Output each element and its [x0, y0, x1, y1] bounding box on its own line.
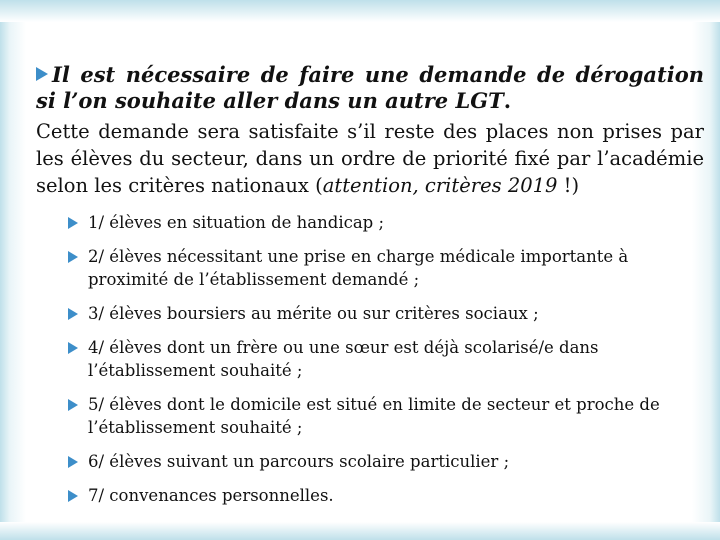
heading-text: Il est nécessaire de faire une demande de dérogation si l’on souhaite aller dans un autre LGT	[36, 62, 704, 113]
arrow-bullet-icon	[36, 67, 48, 81]
criteria-text: 7/ convenances personnelles.	[88, 486, 334, 505]
criteria-item	[36, 245, 704, 291]
arrow-bullet-icon	[68, 342, 78, 354]
heading-period: .	[503, 88, 512, 113]
paragraph-text: Cette demande sera satisfaite s’il reste des places non prises par les élèves du secteur, dans un ordre de priorité fixé par l’académie selon les critères nationaux (	[36, 120, 704, 197]
criteria-item	[36, 450, 704, 473]
criteria-text: 2/ élèves nécessitant une prise en charge médicale importante à proximité de l’établissement demandé ;	[88, 247, 629, 289]
criteria-text: 6/ élèves suivant un parcours scolaire particulier ;	[88, 452, 510, 471]
arrow-bullet-icon	[68, 456, 78, 468]
arrow-bullet-icon	[68, 490, 78, 502]
criteria-item	[36, 484, 704, 507]
arrow-bullet-icon	[68, 399, 78, 411]
slide-content	[36, 62, 704, 518]
arrow-bullet-icon	[68, 217, 78, 229]
arrow-bullet-icon	[68, 308, 78, 320]
slide-heading	[36, 62, 704, 114]
paragraph-end: !)	[557, 174, 580, 197]
criteria-item	[36, 302, 704, 325]
criteria-text: 4/ élèves dont un frère ou une sœur est déjà scolarisé/e dans l’établissement souhaité ;	[88, 338, 599, 380]
criteria-text: 1/ élèves en situation de handicap ;	[88, 213, 385, 232]
criteria-item	[36, 393, 704, 439]
criteria-list	[36, 211, 704, 507]
criteria-item	[36, 336, 704, 382]
arrow-bullet-icon	[68, 251, 78, 263]
paragraph-italic-note: attention, critères 2019	[322, 174, 558, 197]
intro-paragraph	[36, 118, 704, 199]
criteria-item	[36, 211, 704, 234]
criteria-text: 3/ élèves boursiers au mérite ou sur critères sociaux ;	[88, 304, 539, 323]
criteria-text: 5/ élèves dont le domicile est situé en limite de secteur et proche de l’établissement souhaité ;	[88, 395, 660, 437]
